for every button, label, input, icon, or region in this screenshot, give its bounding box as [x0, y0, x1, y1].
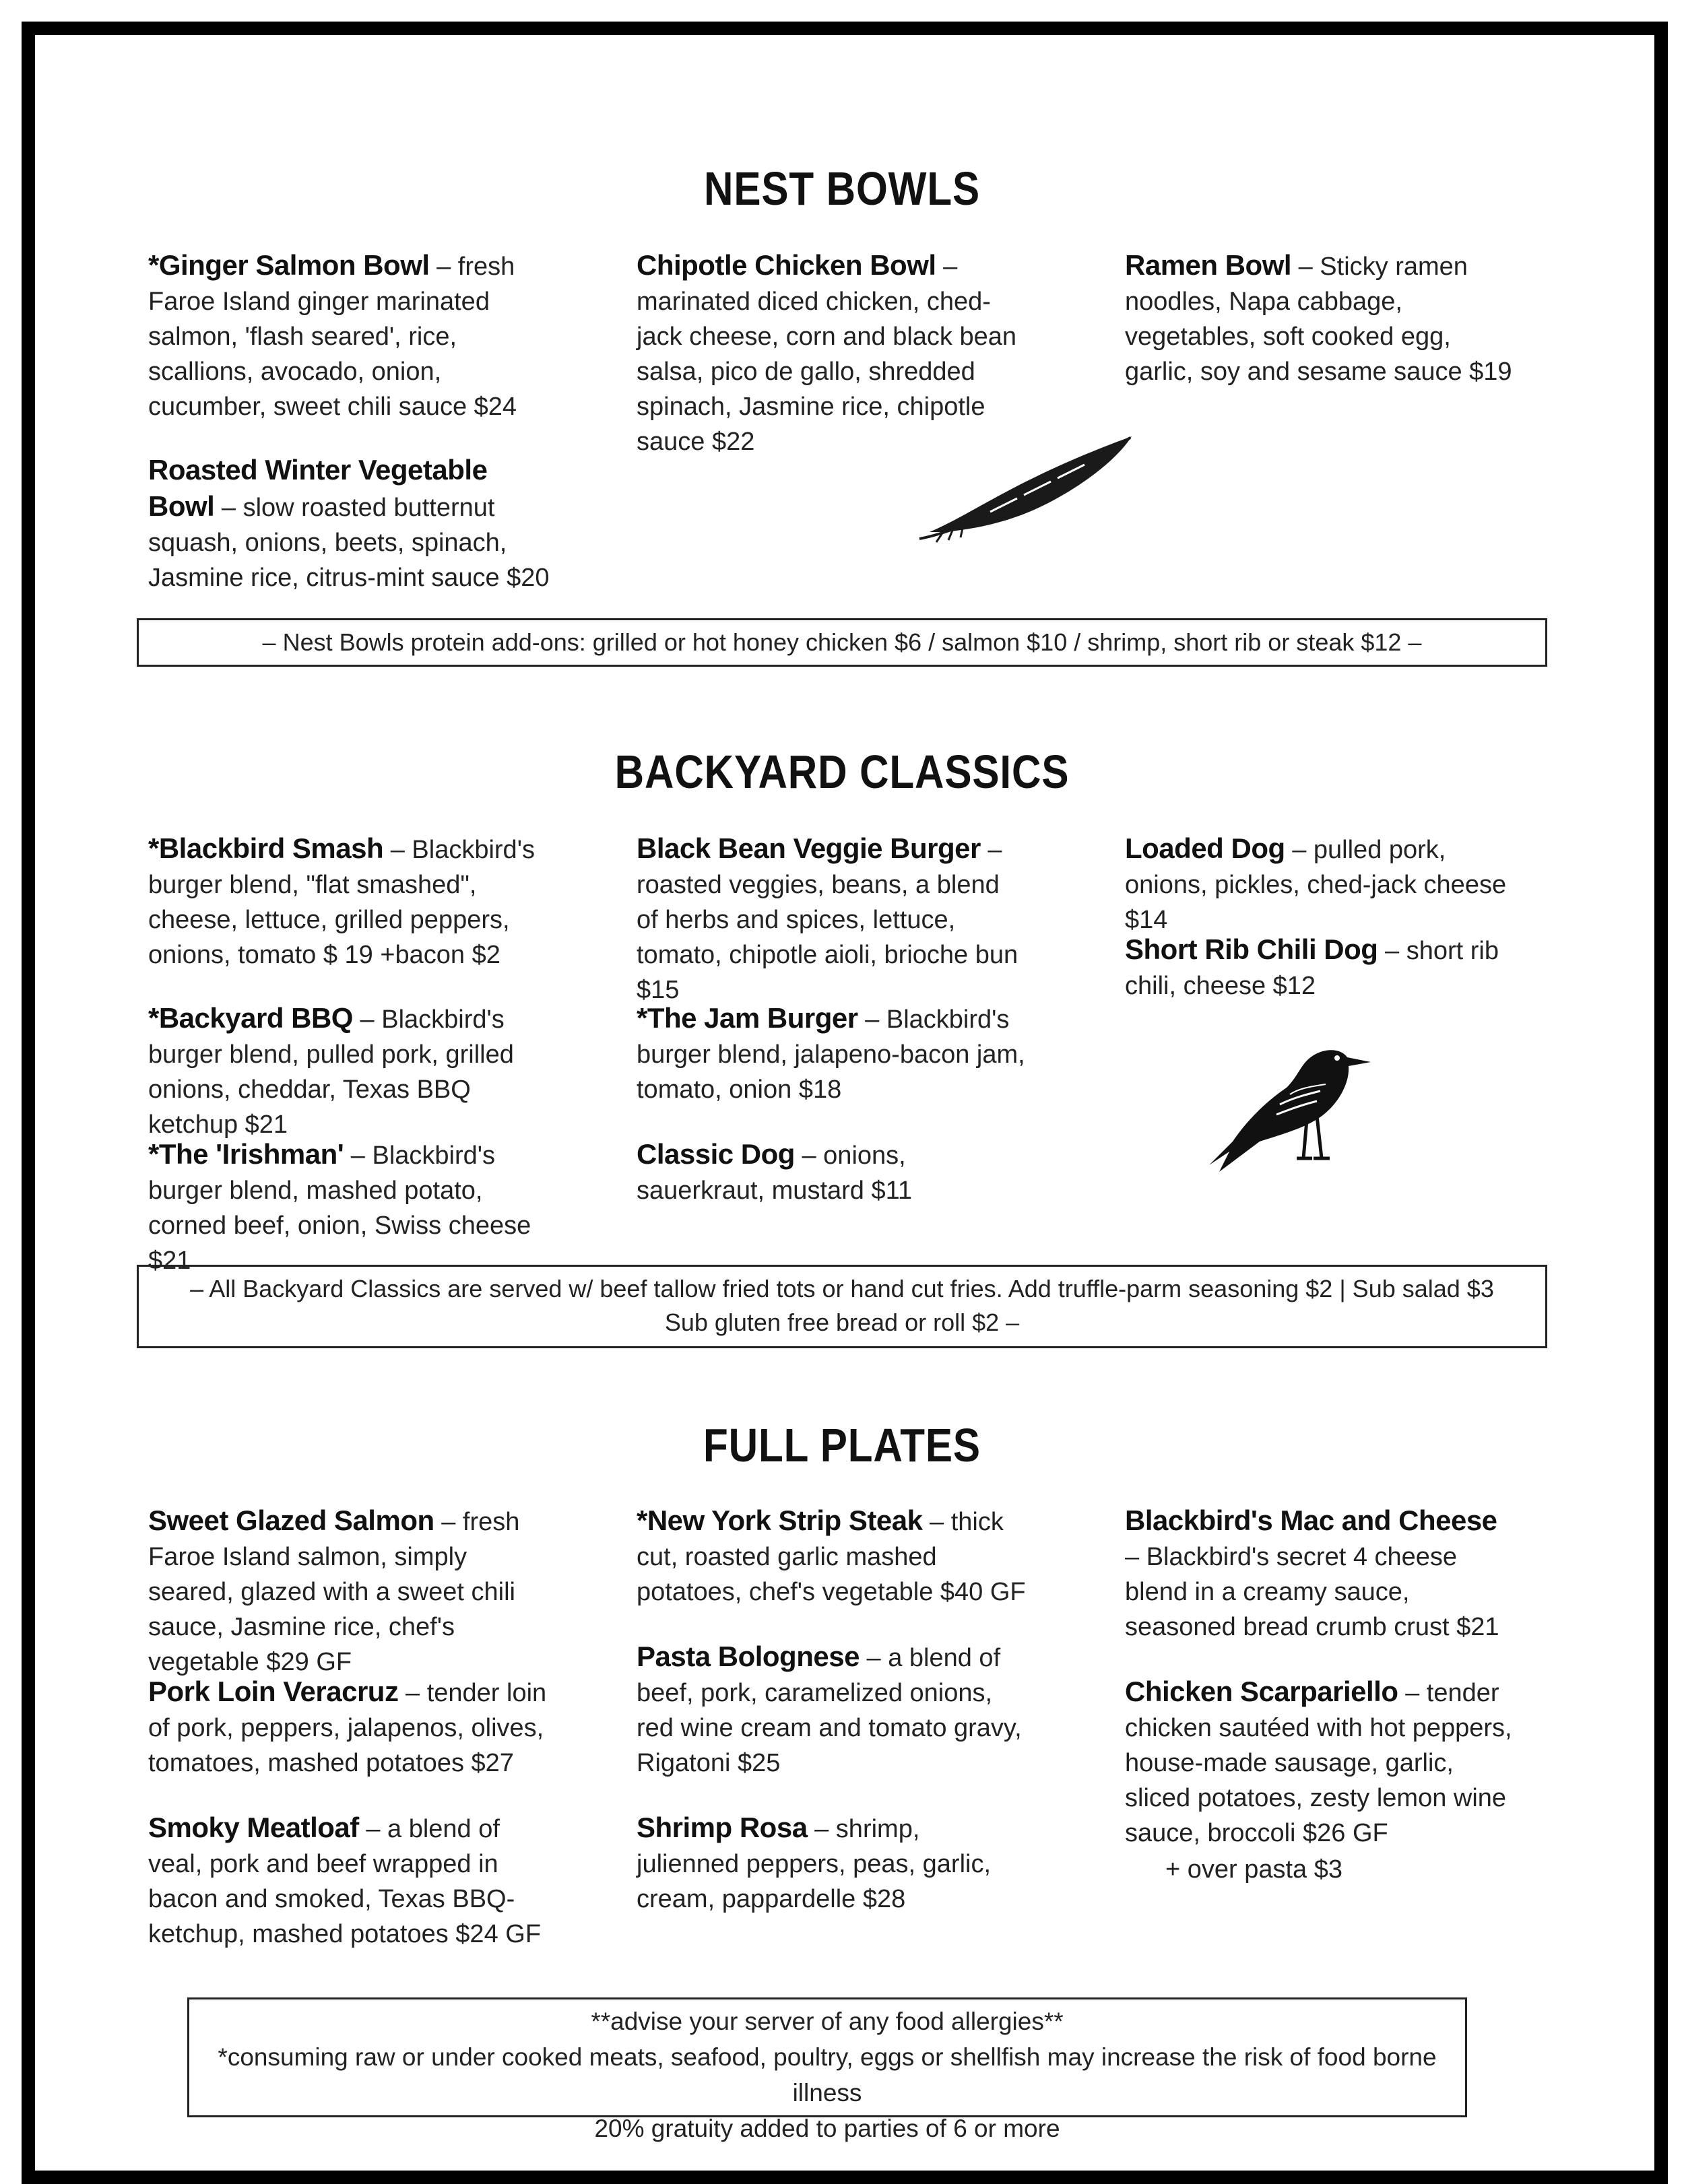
item-description: – Sticky ramen noodles, Napa cabbage, vegetables, soft cooked egg, garlic, soy and sesame sauce $19: [1125, 253, 1512, 386]
pasta-addon: [1165, 1852, 1435, 1887]
menu-item-blackbirds-mac-and-cheese: [1125, 1503, 1516, 1645]
item-name: Short Rib Chili Dog: [1125, 933, 1378, 965]
menu-item-shrimp-rosa: [637, 1810, 1027, 1917]
menu-item-chicken-scarpariello: [1125, 1674, 1516, 1851]
item-description: – fresh Faroe Island ginger marinated salmon, 'flash seared', rice, scallions, avocado, onion, cucumber, sweet chili sauce $24: [148, 253, 517, 421]
item-name: Chipotle Chicken Bowl: [637, 249, 936, 281]
blackbird-icon: [1206, 1034, 1381, 1175]
addon-text: + over pasta $3: [1165, 1855, 1343, 1884]
menu-item-new-york-strip-steak: [637, 1503, 1027, 1610]
footer-line-1: **advise your server of any food allergies**: [591, 2008, 1064, 2035]
menu-item-the-irishman: [148, 1137, 552, 1278]
item-name: Roasted Winter Vegetable Bowl: [148, 454, 488, 522]
item-description: – a blend of veal, pork and beef wrapped in bacon and smoked, Texas BBQ-ketchup, mashed potatoes $24 GF: [148, 1815, 542, 1948]
item-description: – Blackbird's burger blend, "flat smashed", cheese, lettuce, grilled peppers, onions, tomato $ 19 +bacon $2: [148, 836, 535, 969]
item-description: – onions, sauerkraut, mustard $11: [637, 1141, 913, 1205]
menu-item-pork-loin-veracruz: [148, 1674, 552, 1781]
nest-bowls-addons-note: – Nest Bowls protein add-ons: grilled or hot honey chicken $6 / salmon $10 / shrimp, short rib or steak $12 –: [137, 618, 1547, 667]
item-description: – a blend of beef, pork, caramelized onions, red wine cream and tomato gravy, Rigatoni $25: [637, 1644, 1022, 1777]
item-name: Pork Loin Veracruz: [148, 1676, 399, 1707]
menu-item-chipotle-chicken-bowl: [637, 248, 1027, 459]
item-description: – Blackbird's burger blend, pulled pork, grilled onions, cheddar, Texas BBQ ketchup $21: [148, 1005, 514, 1139]
item-name: Smoky Meatloaf: [148, 1812, 359, 1843]
item-name: Blackbird's Mac and Cheese: [1125, 1504, 1497, 1536]
item-name: *Backyard BBQ: [148, 1002, 353, 1034]
item-name: Chicken Scarpariello: [1125, 1676, 1398, 1707]
menu-item-backyard-bbq: [148, 1001, 552, 1142]
note-line-2: Sub gluten free bread or roll $2 –: [664, 1309, 1020, 1336]
menu-item-pasta-bolognese: [637, 1639, 1027, 1781]
item-description: – shrimp, julienned peppers, peas, garlic, cream, pappardelle $28: [637, 1815, 992, 1913]
menu-item-short-rib-chili-dog: [1125, 932, 1516, 1003]
item-description: – pulled pork, onions, pickles, ched-jack cheese $14: [1125, 836, 1507, 934]
item-name: Classic Dog: [637, 1138, 795, 1170]
item-description: – Blackbird's burger blend, mashed potato, corned beef, onion, Swiss cheese $21: [148, 1141, 531, 1275]
menu-item-loaded-dog: [1125, 831, 1516, 937]
item-description: – slow roasted butternut squash, onions, beets, spinach, Jasmine rice, citrus-mint sauce $20: [148, 494, 550, 592]
item-description: – thick cut, roasted garlic mashed potatoes, chef's vegetable $40 GF: [637, 1508, 1026, 1606]
allergy-footer: [187, 1997, 1467, 2142]
menu-item-jam-burger: [637, 1001, 1027, 1107]
menu-item-roasted-winter-vegetable-bowl: [148, 453, 552, 595]
item-description: – roasted veggies, beans, a blend of herbs and spices, lettuce, tomato, chipotle aioli, brioche bun $15: [637, 836, 1018, 1004]
menu-item-ginger-salmon-bowl: [148, 248, 552, 424]
item-description: – Blackbird's secret 4 cheese blend in a creamy sauce, seasoned bread crumb crust $21: [1125, 1543, 1499, 1641]
item-name: Shrimp Rosa: [637, 1812, 808, 1843]
item-description: – Blackbird's burger blend, jalapeno-bacon jam, tomato, onion $18: [637, 1005, 1025, 1104]
footer-line-2: *consuming raw or under cooked meats, seafood, poultry, eggs or shellfish may increase the risk of food borne illness: [218, 2043, 1437, 2107]
item-name: *The 'Irishman': [148, 1138, 344, 1170]
item-name: *New York Strip Steak: [637, 1504, 923, 1536]
item-name: Black Bean Veggie Burger: [637, 832, 981, 864]
menu-item-black-bean-veggie-burger: [637, 831, 1027, 1007]
item-name: Sweet Glazed Salmon: [148, 1504, 434, 1536]
footer-line-3: 20% gratuity added to parties of 6 or more: [594, 2115, 1060, 2142]
item-name: *Ginger Salmon Bowl: [148, 249, 430, 281]
item-name: Pasta Bolognese: [637, 1641, 860, 1672]
item-name: *Blackbird Smash: [148, 832, 384, 864]
item-description: – tender loin of pork, peppers, jalapenos, olives, tomatoes, mashed potatoes $27: [148, 1679, 547, 1777]
item-description: – tender chicken sautéed with hot peppers, house-made sausage, garlic, sliced potatoes, zesty lemon wine sauce, broccoli $26 GF: [1125, 1679, 1512, 1847]
item-description: – short rib chili, cheese $12: [1125, 937, 1499, 1000]
item-name: Loaded Dog: [1125, 832, 1285, 864]
feather-icon: [916, 431, 1138, 545]
menu-item-smoky-meatloaf: [148, 1810, 552, 1952]
backyard-classics-sides-note: [137, 1265, 1547, 1348]
menu-item-blackbird-smash: [148, 831, 552, 972]
item-description: – fresh Faroe Island salmon, simply seared, glazed with a sweet chili sauce, Jasmine rice, chef's vegetable $29 GF: [148, 1508, 520, 1676]
section-title-backyard-classics: BACKYARD CLASSICS: [614, 746, 1070, 798]
menu-item-ramen-bowl: [1125, 248, 1516, 389]
menu-item-classic-dog: [637, 1137, 1027, 1208]
note-line-1: – All Backyard Classics are served w/ beef tallow fried tots or hand cut fries. Add truffle-parm seasoning $2 | Sub salad $3: [190, 1275, 1494, 1302]
item-description: – marinated diced chicken, ched-jack cheese, corn and black bean salsa, pico de gallo, shredded spinach, Jasmine rice, chipotle sauce $22: [637, 253, 1017, 456]
item-name: *The Jam Burger: [637, 1002, 858, 1034]
section-title-full-plates: FULL PLATES: [703, 1419, 981, 1471]
section-title-nest-bowls: NEST BOWLS: [704, 162, 980, 215]
item-name: Ramen Bowl: [1125, 249, 1292, 281]
menu-item-sweet-glazed-salmon: [148, 1503, 552, 1680]
